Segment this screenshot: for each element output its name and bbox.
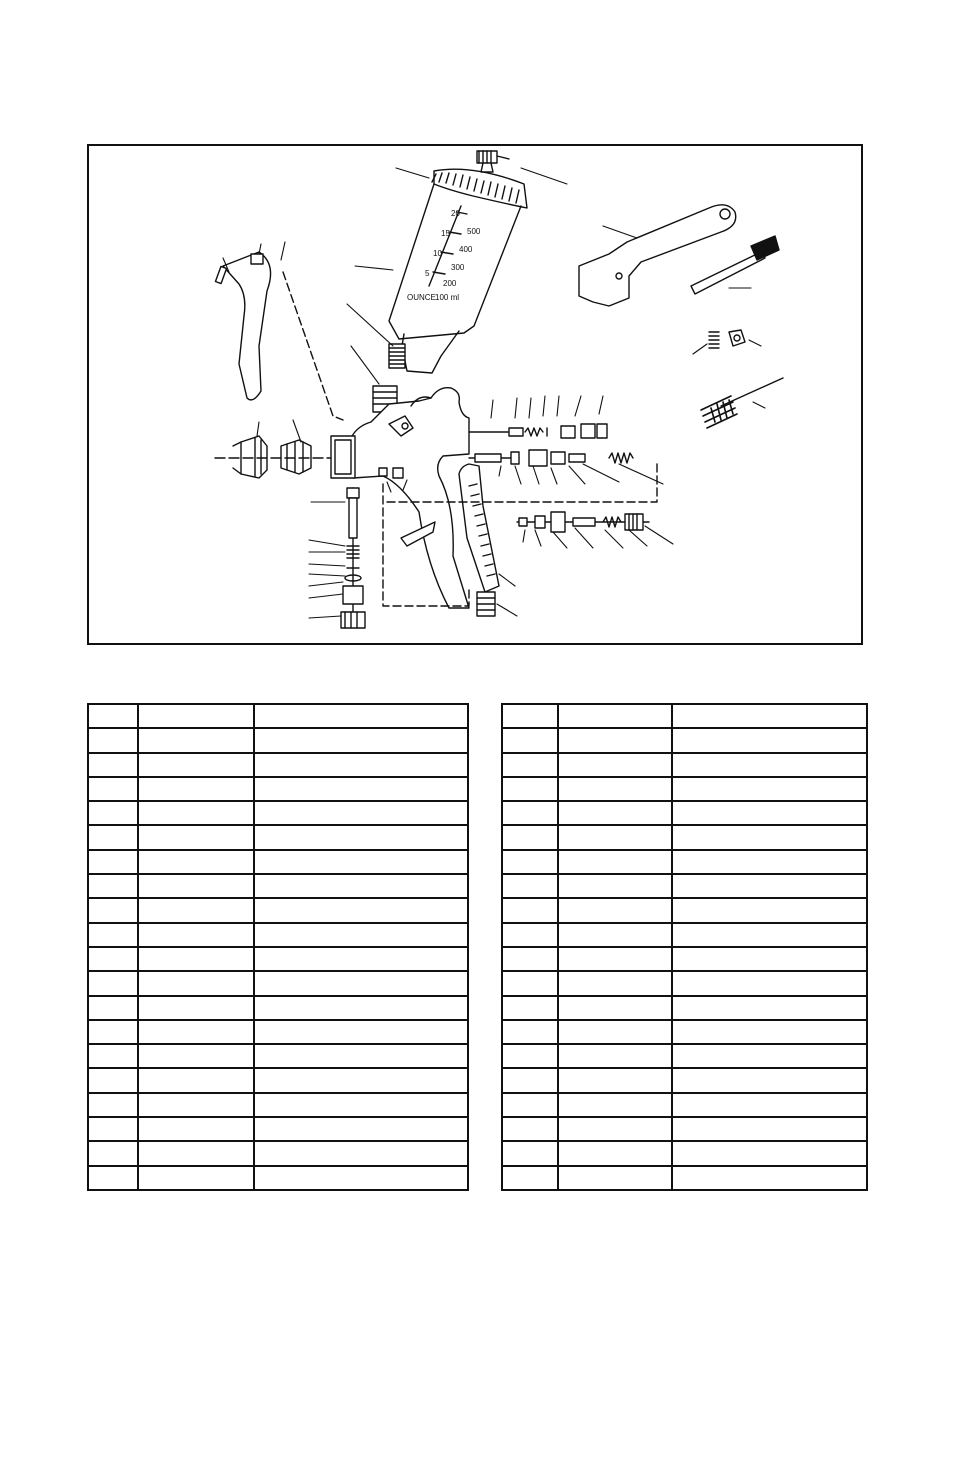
table-cell — [558, 777, 672, 801]
table-row — [502, 1166, 867, 1190]
table-cell — [88, 801, 138, 825]
table-cell — [88, 923, 138, 947]
fluid-needle-assembly — [469, 424, 607, 438]
table-cell — [138, 704, 254, 728]
table-row — [502, 704, 867, 728]
table-cell — [672, 971, 867, 995]
small-nut — [393, 468, 403, 478]
cup-oz-5: 5 — [425, 269, 430, 278]
table-row — [502, 923, 867, 947]
table-cell — [558, 850, 672, 874]
table-cell — [88, 1141, 138, 1165]
table-row — [502, 1044, 867, 1068]
table-cell — [254, 704, 468, 728]
table-row — [502, 1117, 867, 1141]
small-fitting — [379, 468, 387, 476]
table-cell — [672, 1093, 867, 1117]
table-row — [502, 1020, 867, 1044]
table-cell — [88, 1020, 138, 1044]
cup-oz-unit: OUNCE — [407, 293, 436, 302]
table-cell — [254, 923, 468, 947]
table-cell — [138, 1044, 254, 1068]
table-cell — [502, 825, 558, 849]
table-cell — [672, 898, 867, 922]
table-cell — [502, 898, 558, 922]
table-cell — [558, 947, 672, 971]
cup-filter — [389, 344, 405, 368]
table-cell — [558, 753, 672, 777]
table-cell — [138, 850, 254, 874]
parts-table-left — [87, 703, 469, 1191]
table-cell — [254, 753, 468, 777]
table-row — [88, 1117, 468, 1141]
table-cell — [558, 825, 672, 849]
table-cell — [88, 971, 138, 995]
cup-ml-300: 300 — [451, 263, 465, 272]
table-row — [502, 1068, 867, 1092]
table-cell — [672, 947, 867, 971]
table-cell — [88, 1117, 138, 1141]
lid-vent-plug — [477, 151, 509, 172]
table-row — [88, 704, 468, 728]
cup-oz-20: 20 — [451, 209, 460, 218]
table-cell — [254, 1020, 468, 1044]
table-cell — [672, 923, 867, 947]
table-cell — [502, 1093, 558, 1117]
table-cell — [254, 1117, 468, 1141]
cup-ml-500: 500 — [467, 227, 481, 236]
table-cell — [672, 1020, 867, 1044]
table-cell — [672, 825, 867, 849]
table-cell — [138, 947, 254, 971]
table-cell — [672, 704, 867, 728]
table-cell — [558, 1020, 672, 1044]
table-cell — [502, 1044, 558, 1068]
cup-ml-400: 400 — [459, 245, 473, 254]
table-cell — [138, 1117, 254, 1141]
pattern-adjuster-assembly — [517, 512, 649, 532]
air-inlet-fitting — [477, 592, 495, 616]
table-cell — [502, 971, 558, 995]
parts-table-right — [501, 703, 868, 1191]
table-cell — [88, 777, 138, 801]
cup-oz-10: 10 — [433, 249, 442, 258]
table-row — [502, 825, 867, 849]
table-cell — [672, 1166, 867, 1190]
table-cell — [254, 971, 468, 995]
table-cell — [138, 801, 254, 825]
table-cell — [672, 996, 867, 1020]
table-row — [502, 874, 867, 898]
table-row — [502, 801, 867, 825]
table-cell — [558, 898, 672, 922]
table-row — [502, 850, 867, 874]
air-cap — [233, 436, 267, 478]
table-cell — [138, 728, 254, 752]
table-row — [88, 801, 468, 825]
table-cell — [558, 1166, 672, 1190]
cleaning-brush-small — [691, 236, 779, 294]
table-cell — [672, 777, 867, 801]
table-cell — [138, 1093, 254, 1117]
table-row — [88, 1020, 468, 1044]
table-cell — [254, 825, 468, 849]
table-cell — [502, 728, 558, 752]
table-row — [88, 850, 468, 874]
spreader-valve-assembly — [341, 488, 365, 628]
table-row — [88, 996, 468, 1020]
table-row — [88, 947, 468, 971]
table-cell — [502, 753, 558, 777]
table-cell — [88, 1093, 138, 1117]
table-cell — [502, 996, 558, 1020]
table-row — [502, 777, 867, 801]
table-cell — [502, 1166, 558, 1190]
table-cell — [672, 728, 867, 752]
table-cell — [254, 1166, 468, 1190]
table-cell — [88, 898, 138, 922]
table-row — [502, 1093, 867, 1117]
table-row — [88, 728, 468, 752]
table-cell — [672, 1044, 867, 1068]
table-cell — [672, 874, 867, 898]
table-cell — [502, 874, 558, 898]
table-cell — [672, 1068, 867, 1092]
table-row — [502, 753, 867, 777]
table-row — [502, 971, 867, 995]
table-cell — [254, 777, 468, 801]
table-cell — [502, 947, 558, 971]
table-cell — [502, 1141, 558, 1165]
cup-oz-15: 15 — [441, 229, 450, 238]
table-row — [88, 1166, 468, 1190]
table-cell — [558, 874, 672, 898]
table-cell — [672, 753, 867, 777]
table-cell — [138, 874, 254, 898]
table-cell — [254, 850, 468, 874]
table-cell — [558, 1044, 672, 1068]
table-cell — [254, 1068, 468, 1092]
table-cell — [558, 704, 672, 728]
table-row — [502, 1141, 867, 1165]
table-cell — [138, 923, 254, 947]
table-cell — [254, 898, 468, 922]
table-cell — [88, 947, 138, 971]
table-cell — [672, 1117, 867, 1141]
table-cell — [558, 1093, 672, 1117]
table-row — [502, 898, 867, 922]
table-cell — [502, 1020, 558, 1044]
table-cell — [88, 825, 138, 849]
table-cell — [138, 753, 254, 777]
table-cell — [558, 971, 672, 995]
table-cell — [558, 728, 672, 752]
table-row — [88, 971, 468, 995]
table-row — [88, 1141, 468, 1165]
table-cell — [502, 1068, 558, 1092]
table-cell — [502, 801, 558, 825]
table-cell — [138, 777, 254, 801]
table-row — [88, 874, 468, 898]
table-cell — [138, 996, 254, 1020]
table-cell — [502, 777, 558, 801]
table-cell — [88, 753, 138, 777]
table-cell — [672, 850, 867, 874]
spare-spring-and-nut — [709, 330, 745, 348]
trigger-assembly-line — [283, 272, 343, 420]
table-cell — [138, 1166, 254, 1190]
table-cell — [138, 1141, 254, 1165]
table-row — [88, 898, 468, 922]
table-row — [88, 777, 468, 801]
table-cell — [558, 1141, 672, 1165]
table-cell — [502, 850, 558, 874]
cleaning-brush-large — [701, 378, 783, 428]
table-row — [88, 1044, 468, 1068]
table-cell — [88, 1166, 138, 1190]
table-cell — [88, 1068, 138, 1092]
cup-ml-200: 200 — [443, 279, 457, 288]
table-row — [88, 825, 468, 849]
table-row — [88, 923, 468, 947]
gun-handle-grip — [459, 464, 499, 592]
cup-ml-100: 100 ml — [435, 293, 460, 302]
table-cell — [558, 1117, 672, 1141]
air-valve-assembly — [469, 450, 633, 466]
table-cell — [558, 1068, 672, 1092]
table-row — [88, 1093, 468, 1117]
fluid-nozzle — [281, 440, 311, 474]
table-cell — [254, 996, 468, 1020]
table-cell — [672, 1141, 867, 1165]
table-cell — [502, 1117, 558, 1141]
table-cell — [138, 971, 254, 995]
table-row — [502, 947, 867, 971]
table-cell — [558, 801, 672, 825]
table-cell — [502, 704, 558, 728]
exploded-parts-diagram — [87, 144, 863, 645]
table-cell — [254, 801, 468, 825]
table-cell — [138, 1020, 254, 1044]
table-row — [502, 996, 867, 1020]
table-cell — [558, 923, 672, 947]
table-cell — [88, 850, 138, 874]
table-row — [502, 728, 867, 752]
table-cell — [88, 704, 138, 728]
table-cell — [254, 1141, 468, 1165]
table-cell — [254, 728, 468, 752]
table-cell — [138, 898, 254, 922]
table-cell — [88, 996, 138, 1020]
table-cell — [558, 996, 672, 1020]
table-cell — [88, 1044, 138, 1068]
table-cell — [254, 1044, 468, 1068]
table-cell — [502, 923, 558, 947]
trigger-pin — [215, 266, 226, 283]
table-cell — [88, 874, 138, 898]
table-cell — [254, 874, 468, 898]
trigger — [223, 252, 271, 400]
table-row — [88, 1068, 468, 1092]
table-cell — [254, 1093, 468, 1117]
spanner-wrench — [579, 205, 736, 306]
table-cell — [88, 728, 138, 752]
table-cell — [254, 947, 468, 971]
table-cell — [138, 825, 254, 849]
table-cell — [138, 1068, 254, 1092]
table-row — [88, 753, 468, 777]
table-cell — [672, 801, 867, 825]
